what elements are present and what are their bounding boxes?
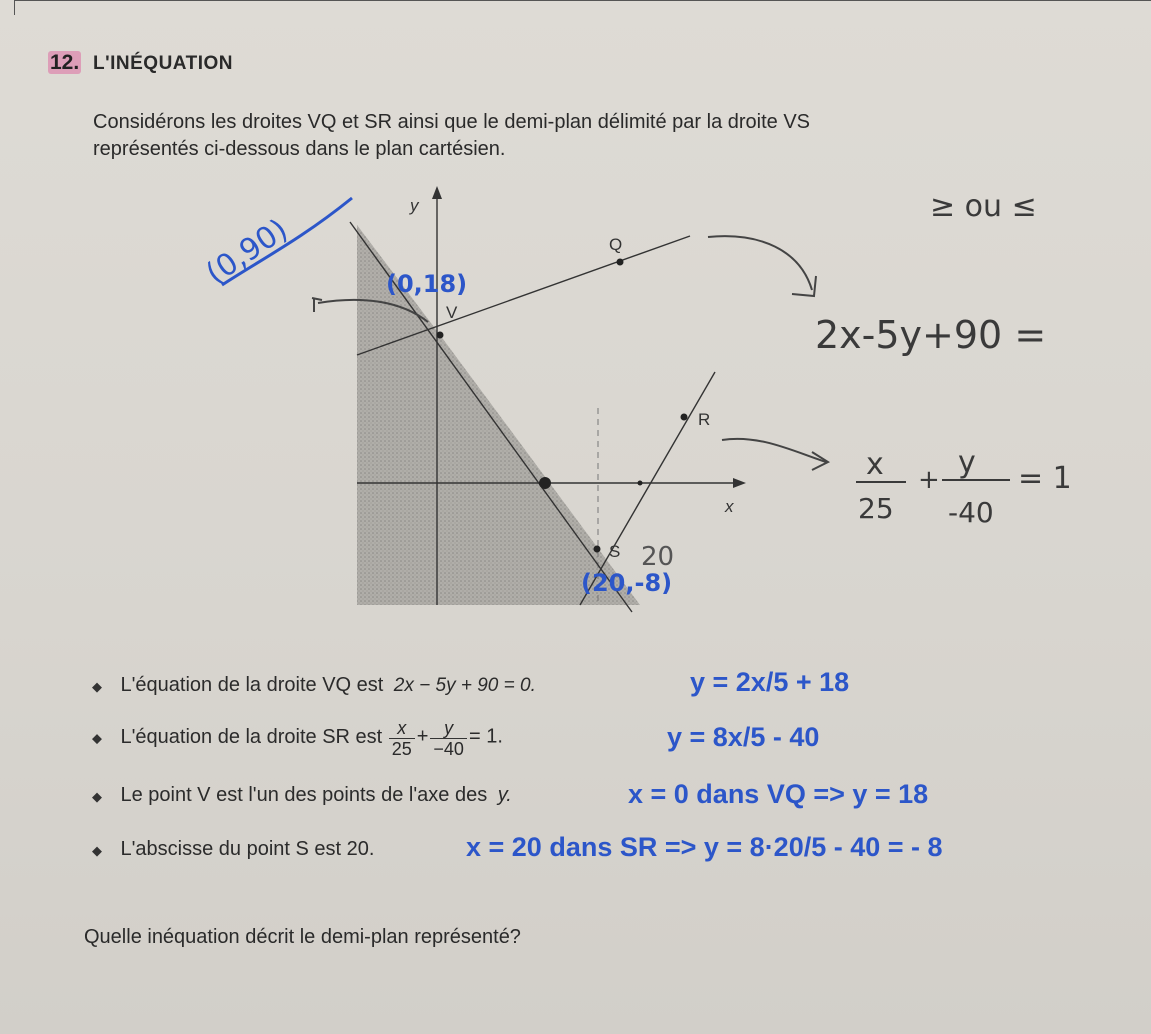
bullet-2-frac2-num: y <box>430 718 467 739</box>
handwritten-v-coords: (0,18) <box>386 270 468 298</box>
bullet-4-text: L'abscisse du point S est 20. <box>120 838 375 860</box>
bullet-item-1 <box>92 674 536 697</box>
bullet-2-eq-tail: = 1. <box>468 725 503 748</box>
bullet-1-answer: y = 2x/5 + 18 <box>690 667 850 697</box>
bullet-icon: ◆ <box>92 789 102 804</box>
note-sr-frac2-num: y <box>958 445 976 480</box>
note-sr-eq-tail: = 1 <box>1018 461 1072 496</box>
handwritten-s-coords: (20,-8) <box>581 569 673 597</box>
point-intercept-sr <box>638 481 643 486</box>
bullet-icon: ◆ <box>92 843 102 858</box>
handwritten-s-abscissa: 20 <box>641 542 675 572</box>
bullet-2-plus: + <box>416 725 429 748</box>
point-s <box>594 546 601 553</box>
label-q: Q <box>609 235 623 254</box>
label-s: S <box>609 542 621 561</box>
bullet-icon: ◆ <box>92 730 102 746</box>
bullet-3-var: y. <box>497 784 512 806</box>
bullet-2-frac1 <box>389 718 415 759</box>
arrow-sr-note <box>722 439 826 462</box>
note-sr-frac2-den: -40 <box>948 496 994 529</box>
bullet-item-4 <box>92 838 374 861</box>
point-intercept-vs <box>539 477 551 489</box>
arrow-vq-note-head <box>792 276 816 296</box>
point-r <box>681 414 688 421</box>
bullet-2-frac2-den: −40 <box>433 739 464 759</box>
bullet-2-text: L'équation de la droite SR est <box>120 725 383 748</box>
question-prompt: Quelle inéquation décrit le demi-plan représenté? <box>84 926 521 948</box>
note-inequality-symbols: ≥ ou ≤ <box>930 189 1037 224</box>
bullet-item-3 <box>92 784 512 807</box>
question-title: L'INÉQUATION <box>93 53 233 74</box>
label-r: R <box>698 410 711 429</box>
bullet-2-answer: y = 8x/5 - 40 <box>667 722 820 752</box>
intro-line-2: représentés ci-dessous dans le plan cartésien. <box>93 138 506 160</box>
bullet-3-text: Le point V est l'un des points de l'axe des <box>120 784 488 806</box>
bullet-3-answer: x = 0 dans VQ => y = 18 <box>628 779 929 809</box>
note-vq-equation: 2x-5y+90 = <box>815 313 1047 357</box>
point-q <box>617 259 624 266</box>
label-v: V <box>446 303 458 322</box>
bullet-item-2 <box>92 718 503 759</box>
bullet-2-frac1-den: 25 <box>391 739 412 759</box>
x-axis-arrow <box>733 478 746 488</box>
bullet-1-text: L'équation de la droite VQ est <box>120 674 384 696</box>
bullet-icon: ◆ <box>92 679 102 694</box>
note-sr-frac1-num: x <box>866 447 884 482</box>
point-v <box>437 332 444 339</box>
arrow-vq-note <box>708 236 812 290</box>
y-axis-label: y <box>410 196 419 215</box>
note-sr-frac1-den: 25 <box>858 492 894 525</box>
y-axis-arrow <box>432 186 442 199</box>
intro-line-1: Considérons les droites VQ et SR ainsi que le demi-plan délimité par la droite VS <box>93 111 811 133</box>
x-axis-label: x <box>725 497 734 516</box>
handwritten-top-left-coords: (0,90) <box>199 212 295 292</box>
bullet-1-equation: 2x − 5y + 90 = 0. <box>393 675 536 696</box>
arrow-mark-v <box>312 298 322 312</box>
bullet-2-frac2 <box>430 718 467 759</box>
note-sr-plus: + <box>918 465 940 495</box>
bullet-2-frac1-num: x <box>389 718 415 739</box>
bullet-4-answer: x = 20 dans SR => y = 8·20/5 - 40 = - 8 <box>466 832 943 862</box>
question-number: 12. <box>50 51 80 74</box>
